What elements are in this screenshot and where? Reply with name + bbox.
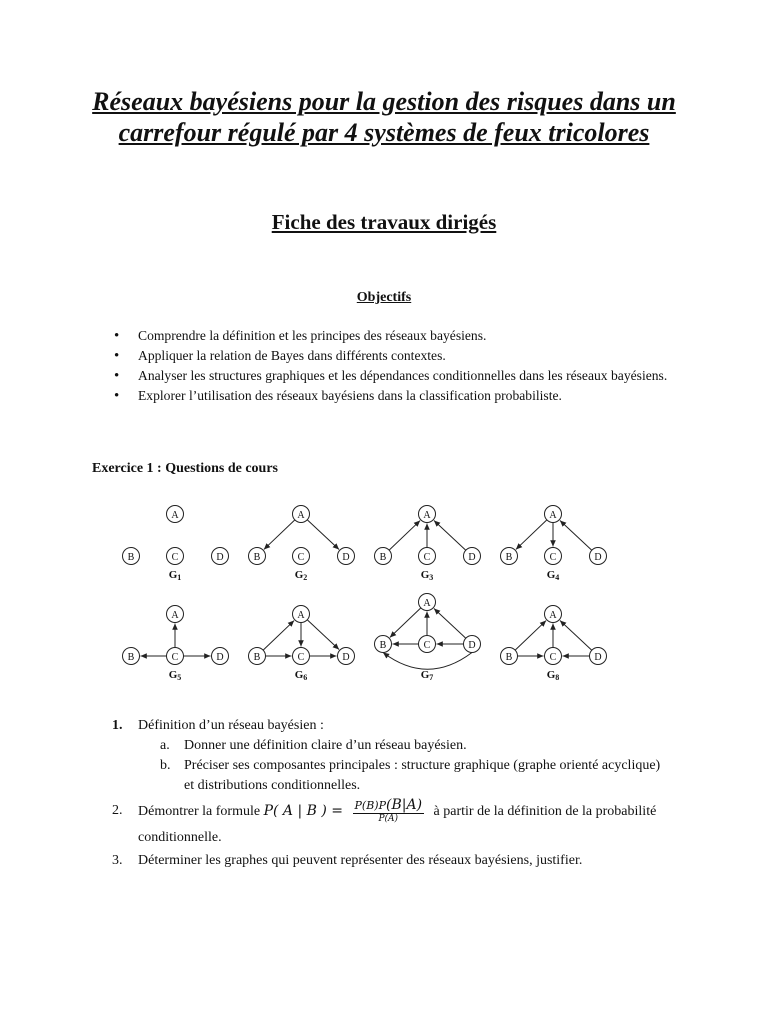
- question-3: [112, 851, 672, 871]
- document-subtitle: Fiche des travaux dirigés: [271, 210, 497, 234]
- graph-node-label: B: [127, 552, 135, 563]
- graph-node-label: C: [423, 640, 431, 651]
- graph-node-label: B: [505, 652, 513, 663]
- graph-caption: G6: [294, 669, 308, 682]
- graph-node-label: D: [594, 552, 602, 563]
- graph-node-label: C: [549, 652, 557, 663]
- numerator-small: P(B)P: [354, 799, 386, 813]
- question-text: Démontrer la formule: [138, 804, 261, 819]
- graph-node-label: C: [171, 552, 179, 563]
- graph-caption: G2: [294, 569, 308, 582]
- graph-node-label: A: [171, 610, 179, 621]
- question-1: [112, 716, 672, 796]
- graph-caption: G3: [420, 569, 434, 582]
- graph-node-label: D: [216, 652, 224, 663]
- graph-caption: G4: [546, 569, 560, 582]
- graph-1: [123, 506, 229, 583]
- graph-node-label: D: [594, 652, 602, 663]
- objectives-list: [110, 326, 690, 406]
- graph-caption: G1: [168, 569, 182, 582]
- graph-node-label: A: [549, 510, 557, 521]
- graph-node-label: B: [505, 552, 513, 563]
- fraction-denominator: P(A): [378, 814, 399, 825]
- graph-node-label: B: [379, 552, 387, 563]
- graph-edge: [307, 620, 339, 650]
- graph-node-label: A: [297, 610, 305, 621]
- graph-edge: [560, 620, 592, 650]
- numerator-big: (B|A): [386, 797, 423, 814]
- graph-caption: G8: [546, 669, 560, 682]
- objective-item: • Analyser les structures graphiques et les dépendances conditionnelles dans les réseaux bayésiens.: [110, 366, 690, 386]
- graph-node-label: C: [423, 552, 431, 563]
- question-text-continued: à partir de la définition de la probabilité conditionnelle.: [138, 804, 657, 846]
- graph-node-label: D: [342, 552, 350, 563]
- graph-node-label: A: [171, 510, 179, 521]
- graph-node-label: C: [549, 552, 557, 563]
- graph-node-label: A: [297, 510, 305, 521]
- graph-node-label: D: [468, 552, 476, 563]
- graph-edge: [389, 521, 420, 551]
- fraction-numerator: [353, 798, 425, 814]
- sub-question-list: [138, 736, 672, 796]
- sub-question-b: [138, 756, 672, 796]
- sub-question-text: Préciser ses composantes principales : structure graphique (graphe orienté acyclique) et distributions conditionnelles.: [184, 758, 661, 793]
- graph-node-label: B: [379, 640, 387, 651]
- graph-caption: G5: [168, 669, 182, 682]
- graph-node-label: A: [423, 598, 431, 609]
- question-number: 2.: [112, 803, 123, 818]
- graph-node-label: A: [423, 510, 431, 521]
- graph-node-label: C: [297, 652, 305, 663]
- graph-node-label: B: [253, 552, 261, 563]
- graph-node-label: B: [127, 652, 135, 663]
- graph-node-label: D: [216, 552, 224, 563]
- graph-edge: [434, 520, 466, 550]
- question-number: 3.: [112, 853, 123, 869]
- graph-caption: G7: [420, 669, 434, 682]
- objective-item: • Explorer l’utilisation des réseaux bayésiens dans la classification probabiliste.: [110, 386, 690, 406]
- graph-edge: [307, 520, 339, 550]
- objective-item: • Comprendre la définition et les principes des réseaux bayésiens.: [110, 326, 690, 346]
- objectives-heading: Objectifs: [356, 290, 412, 305]
- graph-node-label: D: [342, 652, 350, 663]
- graph-edge: [516, 520, 547, 550]
- graph-node-label: C: [171, 652, 179, 663]
- graph-7: [375, 594, 481, 683]
- question-text: Déterminer les graphes qui peuvent représenter des réseaux bayésiens, justifier.: [138, 853, 583, 869]
- graph-edge: [383, 653, 472, 670]
- graph-node-label: A: [549, 610, 557, 621]
- graph-edge: [560, 520, 592, 550]
- graph-node-label: B: [253, 652, 261, 663]
- graph-2: [249, 506, 355, 583]
- questions-list: [112, 716, 672, 871]
- graph-6: [249, 606, 355, 683]
- sub-question-letter: a.: [160, 738, 170, 753]
- graph-8: [501, 606, 607, 683]
- graph-5: [123, 606, 229, 683]
- sub-question-a: [138, 736, 672, 756]
- formula-fraction: [353, 798, 425, 825]
- objective-item: • Appliquer la relation de Bayes dans différents contextes.: [110, 346, 690, 366]
- sub-question-letter: b.: [160, 758, 171, 773]
- graph-edge: [263, 621, 294, 651]
- formula-lhs: P( A | B ) =: [263, 803, 344, 819]
- graph-3: [375, 506, 481, 583]
- document-title: Réseaux bayésiens pour la gestion des risques dans un carrefour régulé par 4 systèmes de feux tricolores: [92, 87, 676, 147]
- graph-edge: [390, 608, 421, 638]
- sub-question-text: Donner une définition claire d’un réseau bayésien.: [184, 738, 467, 753]
- graph-node-label: D: [468, 640, 476, 651]
- question-text: Définition d’un réseau bayésien :: [138, 718, 324, 733]
- graphs-figure: [110, 496, 618, 692]
- graph-node-label: C: [297, 552, 305, 563]
- exercise-title: Exercice 1 : Questions de cours: [92, 461, 278, 476]
- question-number: 1.: [112, 718, 123, 733]
- question-2: [112, 798, 672, 851]
- graph-edge: [515, 621, 546, 651]
- graph-4: [501, 506, 607, 583]
- graph-edge: [264, 520, 295, 550]
- graph-edge: [434, 608, 466, 638]
